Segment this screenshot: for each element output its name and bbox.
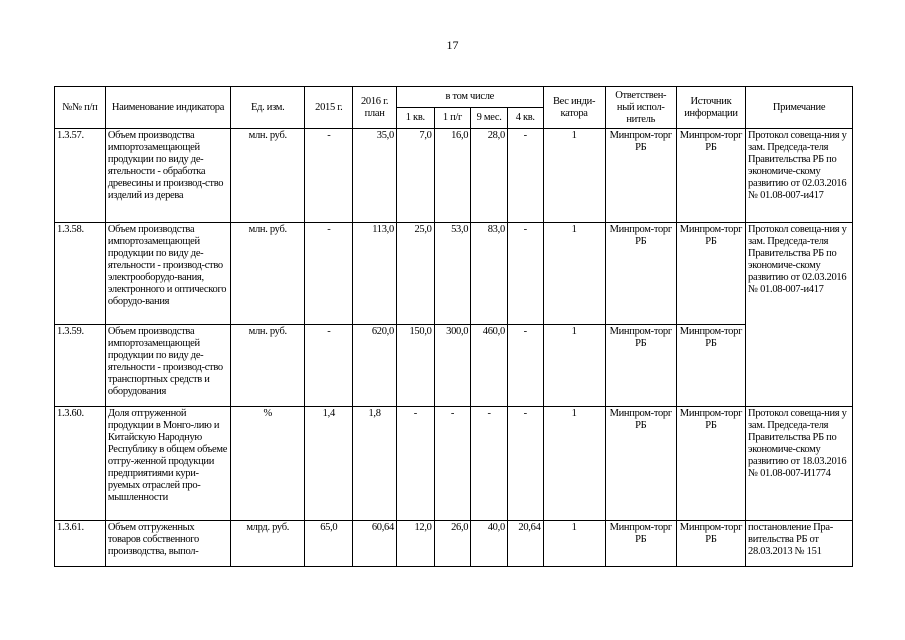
cell-weight: 1 xyxy=(543,325,605,407)
cell-num: 1.3.59. xyxy=(55,325,106,407)
header-weight: Вес инди-катора xyxy=(543,87,605,129)
cell-9m: - xyxy=(471,407,508,521)
cell-unit: млн. руб. xyxy=(231,129,305,223)
page-number: 17 xyxy=(446,38,459,52)
cell-q1: 150,0 xyxy=(396,325,434,407)
cell-weight: 1 xyxy=(543,521,605,567)
table-row xyxy=(55,407,853,521)
cell-source: Минпром-торг РБ xyxy=(676,407,745,521)
cell-2016: 1,8 xyxy=(353,407,397,521)
cell-h1: 300,0 xyxy=(434,325,471,407)
cell-unit: % xyxy=(231,407,305,521)
cell-note: постановление Пра-вительства РБ от 28.03.2013 № 151 xyxy=(746,521,853,567)
header-responsible: Ответствен-ный испол-нитель xyxy=(605,87,676,129)
table-row xyxy=(55,129,853,223)
cell-source: Минпром-торг РБ xyxy=(676,129,745,223)
cell-source: Минпром-торг РБ xyxy=(676,325,745,407)
cell-q4: 20,64 xyxy=(507,521,543,567)
header-9m: 9 мес. xyxy=(471,108,508,129)
cell-num: 1.3.58. xyxy=(55,223,106,325)
cell-h1: 16,0 xyxy=(434,129,471,223)
header-2016: 2016 г. план xyxy=(353,87,397,129)
cell-2015: - xyxy=(305,223,353,325)
cell-q4: - xyxy=(507,407,543,521)
table-row xyxy=(55,325,853,407)
cell-name: Доля отгруженной продукции в Монго-лию и Китайскую Народную Республику в общем объеме отгру-женной продукции предприятиями кури-руемых отраслей про-мышленности xyxy=(105,407,230,521)
table-row xyxy=(55,521,853,567)
cell-note: Протокол совеща-ния у зам. Председа-теля Правительства РБ по экономиче-скому развитию от 02.03.2016 № 01.08-007-и417 xyxy=(746,129,853,223)
cell-name: Объем отгруженных товаров собственного производства, выпол- xyxy=(105,521,230,567)
header-row-1 xyxy=(55,87,853,108)
header-source: Источник информации xyxy=(676,87,745,129)
cell-weight: 1 xyxy=(543,223,605,325)
cell-note xyxy=(746,325,853,407)
cell-q1: 12,0 xyxy=(396,521,434,567)
cell-name: Объем производства импортозамещающей продукции по виду де-ятельности - производ-ство транспортных средств и оборудования xyxy=(105,325,230,407)
cell-source: Минпром-торг РБ xyxy=(676,223,745,325)
cell-h1: 26,0 xyxy=(434,521,471,567)
header-q1: 1 кв. xyxy=(396,108,434,129)
cell-weight: 1 xyxy=(543,129,605,223)
cell-responsible: Минпром-торг РБ xyxy=(605,129,676,223)
header-h1: 1 п/г xyxy=(434,108,471,129)
cell-responsible: Минпром-торг РБ xyxy=(605,325,676,407)
cell-2015: 65,0 xyxy=(305,521,353,567)
cell-h1: 53,0 xyxy=(434,223,471,325)
header-2015: 2015 г. xyxy=(305,87,353,129)
cell-weight: 1 xyxy=(543,407,605,521)
header-including: в том числе xyxy=(396,87,543,108)
cell-q4: - xyxy=(507,129,543,223)
cell-2016: 620,0 xyxy=(353,325,397,407)
cell-2015: - xyxy=(305,129,353,223)
header-q4: 4 кв. xyxy=(507,108,543,129)
indicators-table xyxy=(54,86,853,567)
cell-num: 1.3.60. xyxy=(55,407,106,521)
header-note: Примечание xyxy=(746,87,853,129)
cell-q1: 25,0 xyxy=(396,223,434,325)
cell-q4: - xyxy=(507,223,543,325)
cell-q1: 7,0 xyxy=(396,129,434,223)
cell-name: Объем производства импортозамещающей продукции по виду де-ятельности - обработка древесины и производ-ство изделий из дерева xyxy=(105,129,230,223)
cell-note: Протокол совеща-ния у зам. Председа-теля Правительства РБ по экономиче-скому развитию от 18.03.2016 № 01.08-007-И1774 xyxy=(746,407,853,521)
cell-h1: - xyxy=(434,407,471,521)
header-name: Наименование индикатора xyxy=(105,87,230,129)
cell-2016: 60,64 xyxy=(353,521,397,567)
cell-num: 1.3.61. xyxy=(55,521,106,567)
cell-note: Протокол совеща-ния у зам. Председа-теля Правительства РБ по экономиче-скому развитию от 02.03.2016 № 01.08-007-и417 xyxy=(746,223,853,325)
cell-2016: 113,0 xyxy=(353,223,397,325)
cell-responsible: Минпром-торг РБ xyxy=(605,521,676,567)
cell-9m: 83,0 xyxy=(471,223,508,325)
header-unit: Ед. изм. xyxy=(231,87,305,129)
cell-2015: 1,4 xyxy=(305,407,353,521)
header-num: №№ п/п xyxy=(55,87,106,129)
cell-9m: 40,0 xyxy=(471,521,508,567)
cell-2016: 35,0 xyxy=(353,129,397,223)
cell-9m: 460,0 xyxy=(471,325,508,407)
cell-num: 1.3.57. xyxy=(55,129,106,223)
cell-unit: млн. руб. xyxy=(231,223,305,325)
table-row xyxy=(55,223,853,325)
cell-9m: 28,0 xyxy=(471,129,508,223)
cell-2015: - xyxy=(305,325,353,407)
cell-name: Объем производства импортозамещающей продукции по виду де-ятельности - производ-ство электрооборудо-вания, электронного и оптического оборудо-вания xyxy=(105,223,230,325)
cell-source: Минпром-торг РБ xyxy=(676,521,745,567)
cell-unit: млрд. руб. xyxy=(231,521,305,567)
cell-q4: - xyxy=(507,325,543,407)
cell-q1: - xyxy=(396,407,434,521)
cell-responsible: Минпром-торг РБ xyxy=(605,223,676,325)
cell-responsible: Минпром-торг РБ xyxy=(605,407,676,521)
cell-unit: млн. руб. xyxy=(231,325,305,407)
